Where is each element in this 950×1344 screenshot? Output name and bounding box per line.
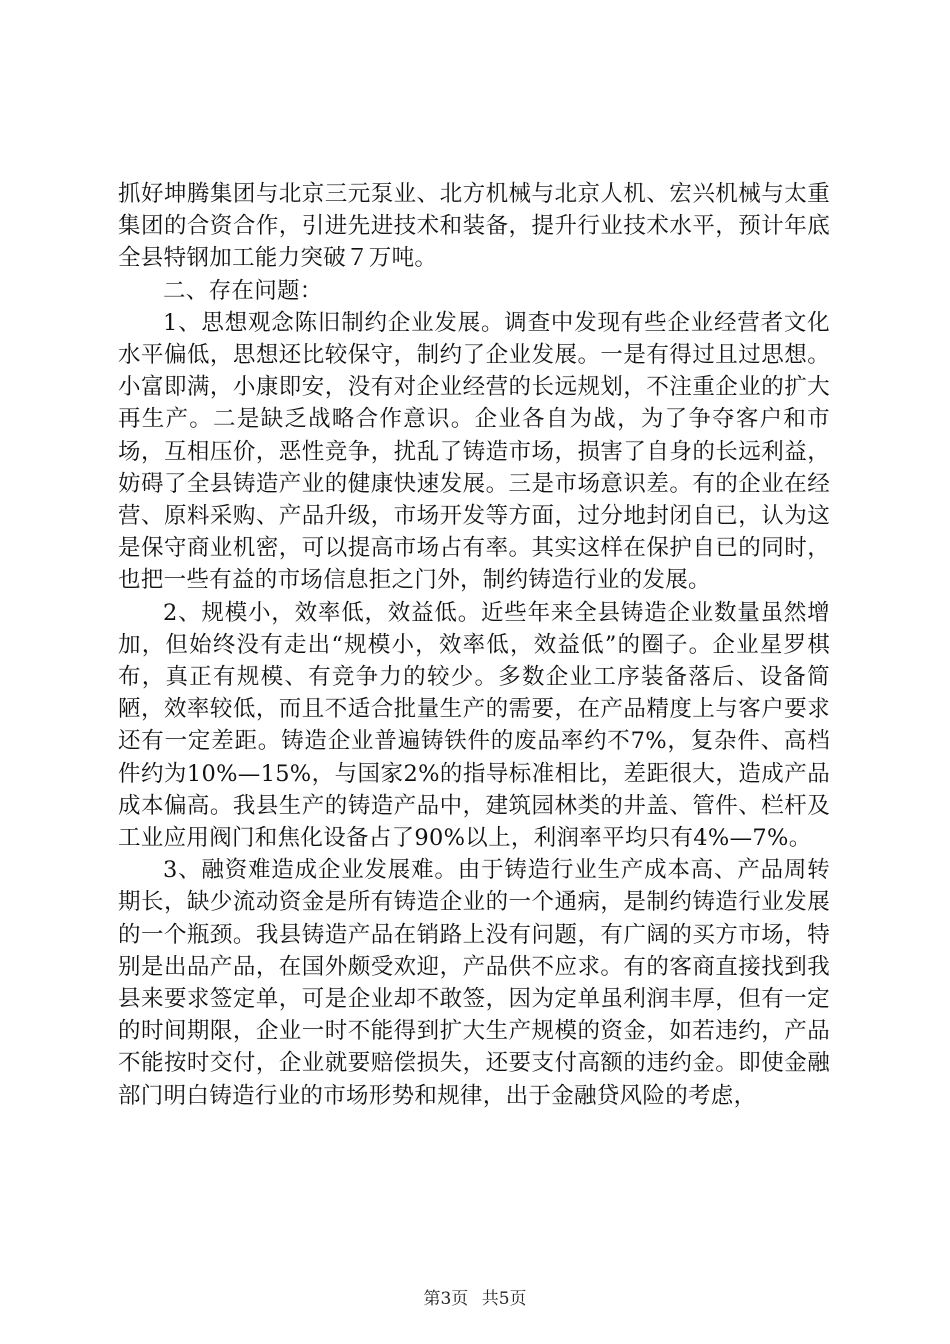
page-number: 第3页	[423, 1289, 469, 1309]
paragraph-5: 3、融资难造成企业发展难。由于铸造行业生产成本高、产品周转期长，缺少流动资金是所有铸造企业的一个通病，是制约铸造行业发展的一个瓶颈。我县铸造产品在销路上没有问题，有广阔的买方市场，特别是出品产品，在国外颇受欢迎，产品供不应求。有的客商直接找到我县来要求签定单，可是企业却不敢签，因为定单虽利润丰厚，但有一定的时间期限，企业一时不能得到扩大生产规模的资金，如若违约，产品不能按时交付，企业就要赔偿损失，还要支付高额的违约金。即使金融部门明白铸造行业的市场形势和规律，出于金融贷风险的考虑，	[118, 857, 830, 1109]
paragraph-4: 2、规模小，效率低，效益低。近些年来全县铸造企业数量虽然增加，但始终没有走出“规模小，效率低，效益低”的圈子。企业星罗棋布，真正有规模、有竞争力的较少。多数企业工序装备落后、设备简陋，效率较低，而且不适合批量生产的需要，在产品精度上与客户要求还有一定差距。铸造企业普遍铸铁件的废品率约不7%，复杂件、高档件约为10%—15%，与国家2%的指导标准相比，差距很大，造成产品成本偏高。我县生产的铸造产品中，建筑园林类的井盖、管件、栏杆及工业应用阀门和焦化设备占了90%以上，利润率平均只有4%—7%。	[118, 599, 830, 852]
page-footer	[0, 1284, 950, 1309]
page-total: 共5页	[481, 1289, 527, 1309]
paragraph-1: 抓好坤腾集团与北京三元泵业、北方机械与北京人机、宏兴机械与太重集团的合资合作，引进先进技术和装备，提升行业技术水平，预计年底全县特钢加工能力突破７万吨。	[118, 181, 830, 272]
paragraph-3: 1、思想观念陈旧制约企业发展。调查中发现有些企业经营者文化水平偏低，思想还比较保守，制约了企业发展。一是有得过且过思想。小富即满，小康即安，没有对企业经营的长远规划，不注重企业的扩大再生产。二是缺乏战略合作意识。企业各自为战，为了争夺客户和市场，互相压价，恶性竞争，扰乱了铸造市场，损害了自身的长远利益，妨碍了全县铸造产业的健康快速发展。三是市场意识差。有的企业在经营、原料采购、产品升级，市场开发等方面，过分地封闭自已，认为这是保守商业机密，可以提高市场占有率。其实这样在保护自已的同时，也把一些有益的市场信息拒之门外，制约铸造行业的发展。	[118, 309, 830, 594]
document-body	[118, 178, 830, 1112]
section-heading: 二、存在问题：	[163, 277, 323, 304]
